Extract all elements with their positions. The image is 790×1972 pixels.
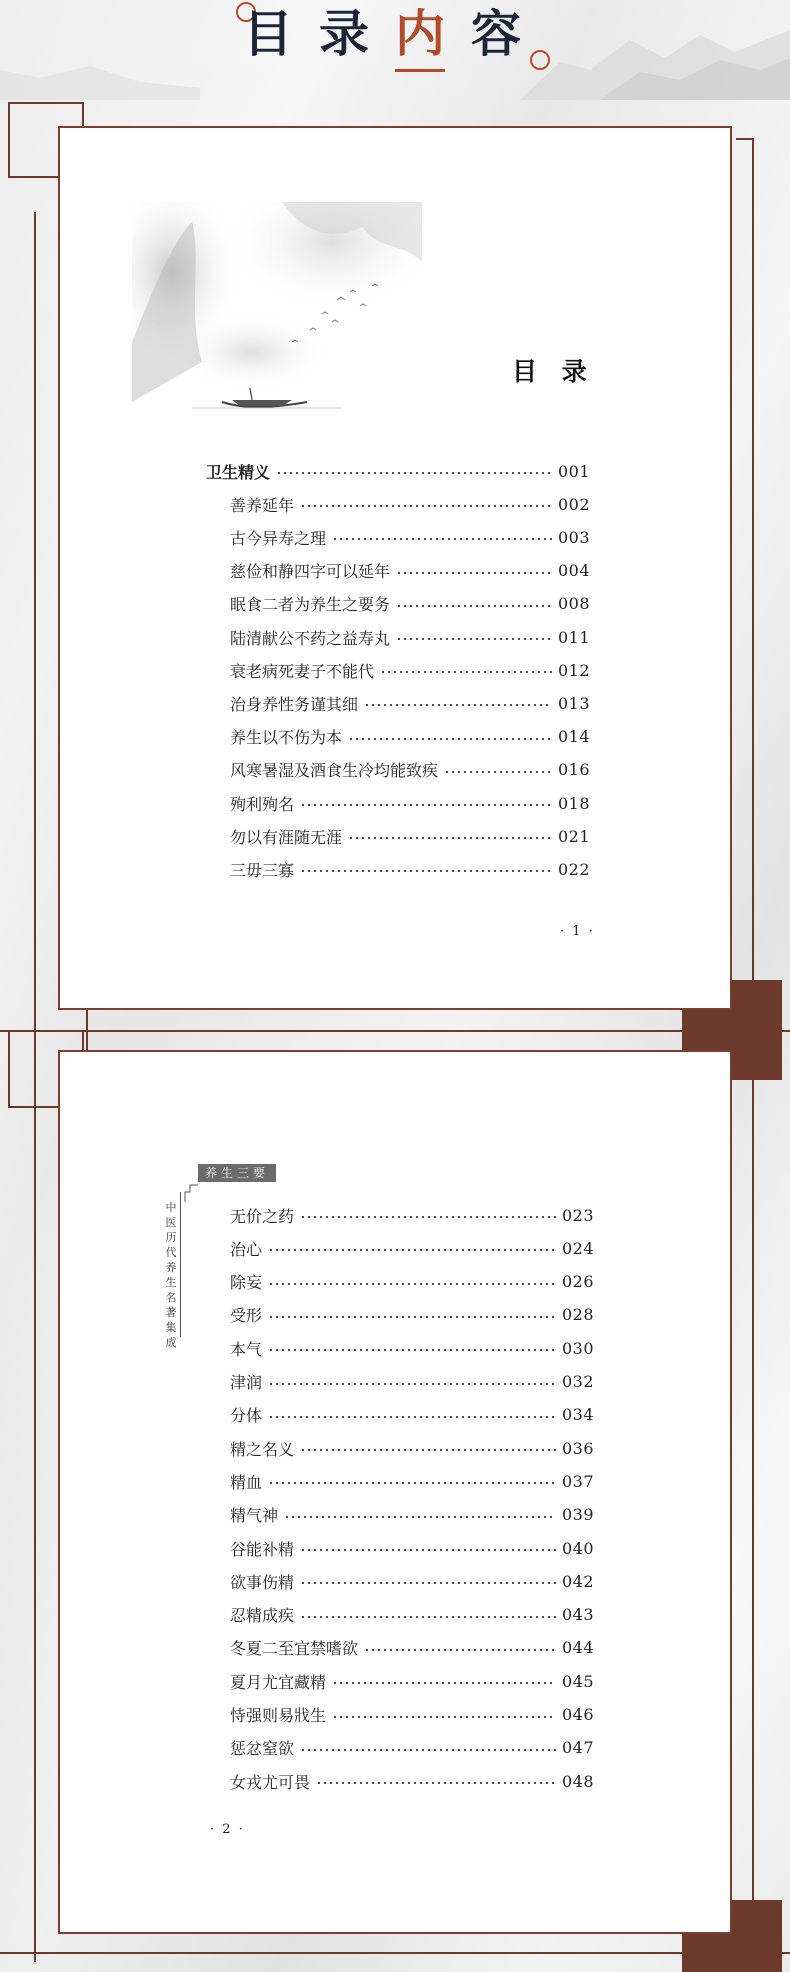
toc-entry-page-number: 039 bbox=[561, 1505, 594, 1525]
toc-entry-page-number: 043 bbox=[561, 1605, 594, 1625]
toc-entry-title: 夏月尤宜藏精 bbox=[230, 1672, 327, 1692]
toc-entry-page-number: 040 bbox=[561, 1538, 594, 1558]
toc-entry-title: 本气 bbox=[230, 1339, 263, 1359]
dot-leader bbox=[364, 1649, 556, 1651]
dot-leader bbox=[300, 870, 552, 872]
dot-leader bbox=[396, 605, 552, 607]
dot-leader bbox=[268, 1482, 556, 1484]
toc-entry-title: 勿以有涯随无涯 bbox=[230, 827, 343, 847]
header-banner bbox=[0, 0, 790, 100]
toc-entry-page-number: 036 bbox=[561, 1438, 594, 1458]
toc-entry-title: 冬夏二至宜禁嗜欲 bbox=[230, 1639, 359, 1659]
toc-entry-page-number: 021 bbox=[557, 826, 590, 846]
dot-leader bbox=[300, 1582, 556, 1584]
toc-entry-title: 受形 bbox=[230, 1306, 263, 1326]
header-title-char: 录 bbox=[319, 5, 395, 63]
toc-entry-title: 养生以不伤为本 bbox=[230, 728, 343, 748]
toc-entry-page-number: 004 bbox=[557, 561, 590, 581]
toc-entry-title: 陆清献公不药之益寿丸 bbox=[230, 628, 391, 648]
bracket-ornament-icon bbox=[184, 1184, 200, 1204]
dot-leader bbox=[268, 1283, 556, 1285]
toc-entry[interactable] bbox=[230, 1568, 594, 1594]
toc-page-1 bbox=[58, 126, 732, 1010]
toc-entry-title: 欲事伤精 bbox=[230, 1572, 295, 1592]
toc-entry[interactable] bbox=[230, 1202, 594, 1228]
toc-entry[interactable] bbox=[230, 1502, 594, 1528]
dot-leader bbox=[348, 738, 552, 740]
toc-entry-page-number: 002 bbox=[557, 494, 590, 514]
dot-leader bbox=[268, 1249, 556, 1251]
toc-heading: 目 录 bbox=[512, 357, 595, 386]
toc-entry-page-number: 032 bbox=[561, 1372, 594, 1391]
toc-entry-page-number: 045 bbox=[561, 1671, 594, 1691]
toc-entry-title: 惩忿窒欲 bbox=[230, 1739, 295, 1759]
dot-leader bbox=[396, 572, 552, 574]
page-number: · 2 · bbox=[210, 1822, 245, 1837]
dot-leader bbox=[284, 1516, 556, 1518]
toc-entry-title: 女戎尤可畏 bbox=[230, 1772, 311, 1792]
dot-leader bbox=[444, 771, 552, 773]
dot-leader bbox=[380, 671, 552, 673]
toc-entry[interactable] bbox=[230, 1635, 594, 1661]
ink-landscape-icon bbox=[132, 202, 422, 422]
toc-entry-title: 善养延年 bbox=[230, 495, 295, 515]
toc-entry-title: 忍精成疾 bbox=[230, 1606, 295, 1626]
dot-leader bbox=[300, 1216, 556, 1218]
toc-entry[interactable] bbox=[230, 1335, 594, 1361]
toc-entry-page-number: 044 bbox=[561, 1638, 594, 1658]
toc-entry-page-number: 030 bbox=[561, 1338, 594, 1358]
toc-entry-title: 三毋三寡 bbox=[230, 860, 295, 880]
toc-entry-title: 古今异寿之理 bbox=[230, 528, 327, 548]
toc-entry[interactable] bbox=[230, 1302, 594, 1328]
toc-entry-page-number: 026 bbox=[561, 1272, 594, 1292]
toc-entry[interactable] bbox=[230, 1535, 594, 1561]
toc-entry-page-number: 011 bbox=[557, 627, 590, 647]
dot-leader bbox=[396, 638, 552, 640]
header-title-char: 容 bbox=[471, 5, 547, 63]
dot-leader bbox=[348, 837, 552, 839]
vertical-rule bbox=[180, 1192, 181, 1337]
toc-entry-page-number: 028 bbox=[561, 1305, 594, 1325]
toc-entry[interactable] bbox=[230, 823, 590, 849]
toc-entry-page-number: 022 bbox=[557, 859, 590, 879]
dot-leader bbox=[268, 1383, 556, 1385]
dot-leader bbox=[332, 1716, 556, 1718]
toc-entry-page-number: 023 bbox=[561, 1205, 594, 1225]
toc-entry-title: 津润 bbox=[230, 1373, 263, 1392]
page-number: · 1 · bbox=[560, 924, 595, 939]
toc-entry[interactable] bbox=[230, 1402, 594, 1428]
toc-page-2 bbox=[58, 1050, 732, 1934]
dot-leader bbox=[276, 472, 552, 474]
toc-entry-title: 精之名义 bbox=[230, 1439, 295, 1459]
toc-entry-title: 卫生精义 bbox=[206, 462, 271, 482]
toc-entry[interactable] bbox=[206, 458, 590, 484]
toc-entry-page-number: 047 bbox=[561, 1738, 594, 1758]
toc-entry[interactable] bbox=[230, 1269, 594, 1295]
toc-entry-page-number: 042 bbox=[561, 1571, 594, 1591]
dot-leader bbox=[332, 538, 552, 540]
toc-entry-title: 无价之药 bbox=[230, 1206, 295, 1226]
toc-entry-page-number: 016 bbox=[557, 760, 590, 780]
header-title-char: 目 bbox=[243, 5, 319, 63]
toc-entry-title: 慈俭和静四字可以延年 bbox=[230, 562, 391, 582]
toc-entry[interactable] bbox=[230, 524, 590, 550]
toc-entry[interactable] bbox=[230, 690, 590, 716]
toc-entry-title: 分体 bbox=[230, 1406, 263, 1426]
toc-entry-title: 殉利殉名 bbox=[230, 794, 295, 814]
toc-entry[interactable] bbox=[230, 790, 590, 816]
dot-leader bbox=[300, 1549, 556, 1551]
dot-leader bbox=[300, 804, 552, 806]
header-title bbox=[0, 4, 790, 64]
toc-entry[interactable] bbox=[230, 1768, 594, 1794]
toc-entry-page-number: 012 bbox=[557, 660, 590, 680]
toc-entry[interactable] bbox=[230, 757, 590, 783]
toc-entry-title: 除妄 bbox=[230, 1273, 263, 1293]
dot-leader bbox=[300, 1616, 556, 1618]
toc-entry[interactable] bbox=[230, 657, 590, 683]
toc-entry[interactable] bbox=[230, 1702, 594, 1728]
toc-entry-title: 眠食二者为养生之要务 bbox=[230, 595, 391, 615]
toc-entry[interactable] bbox=[230, 1602, 594, 1628]
toc-entry[interactable] bbox=[230, 1235, 594, 1261]
dot-leader bbox=[268, 1316, 556, 1318]
toc-entry-page-number: 037 bbox=[561, 1471, 594, 1491]
frame-line bbox=[0, 1952, 790, 1954]
toc-entry-title: 治身养性务谨其细 bbox=[230, 694, 359, 714]
toc-entry-page-number: 046 bbox=[561, 1705, 594, 1724]
dot-leader bbox=[364, 704, 552, 706]
toc-entry-page-number: 013 bbox=[557, 693, 590, 713]
dot-leader bbox=[316, 1782, 556, 1784]
header-title-char-accent: 内 bbox=[395, 5, 471, 63]
section-tag: 养生三要 bbox=[198, 1164, 276, 1182]
toc-entry[interactable] bbox=[230, 1369, 594, 1395]
dot-leader bbox=[332, 1682, 556, 1684]
toc-entry[interactable] bbox=[230, 558, 590, 584]
toc-entry-page-number: 014 bbox=[557, 727, 590, 747]
series-title-vertical: 中医历代养生名著集成 bbox=[165, 1201, 177, 1349]
toc-entry[interactable] bbox=[230, 491, 590, 517]
toc-entry[interactable] bbox=[230, 724, 590, 750]
toc-entry[interactable] bbox=[230, 1468, 594, 1494]
toc-entry[interactable] bbox=[230, 1735, 594, 1761]
toc-entry-page-number: 018 bbox=[557, 793, 590, 813]
dot-leader bbox=[300, 505, 552, 507]
toc-entry-title: 谷能补精 bbox=[230, 1539, 295, 1559]
toc-entry-title: 精血 bbox=[230, 1472, 263, 1492]
toc-entry-page-number: 001 bbox=[557, 461, 590, 481]
toc-entry[interactable] bbox=[230, 1435, 594, 1461]
toc-entry[interactable] bbox=[230, 624, 590, 650]
toc-entry-page-number: 008 bbox=[557, 594, 590, 614]
dot-leader bbox=[300, 1749, 556, 1751]
toc-entry-title: 治心 bbox=[230, 1239, 263, 1259]
toc-entry[interactable] bbox=[230, 856, 590, 882]
frame-line bbox=[0, 1030, 790, 1032]
dot-leader bbox=[300, 1449, 556, 1451]
toc-entry[interactable] bbox=[230, 591, 590, 617]
toc-entry-page-number: 003 bbox=[557, 527, 590, 547]
toc-entry[interactable] bbox=[230, 1668, 594, 1694]
toc-entry-page-number: 024 bbox=[561, 1238, 594, 1258]
toc-entry-title: 风寒暑湿及酒食生冷均能致疾 bbox=[230, 761, 439, 781]
dot-leader bbox=[268, 1416, 556, 1418]
toc-entry-page-number: 034 bbox=[561, 1405, 594, 1425]
toc-entry-title: 衰老病死妻子不能代 bbox=[230, 661, 375, 681]
toc-entry-title: 精气神 bbox=[230, 1506, 279, 1526]
toc-entry-title: 恃强则易戕生 bbox=[230, 1706, 327, 1725]
toc-entry-page-number: 048 bbox=[561, 1771, 594, 1791]
dot-leader bbox=[268, 1349, 556, 1351]
